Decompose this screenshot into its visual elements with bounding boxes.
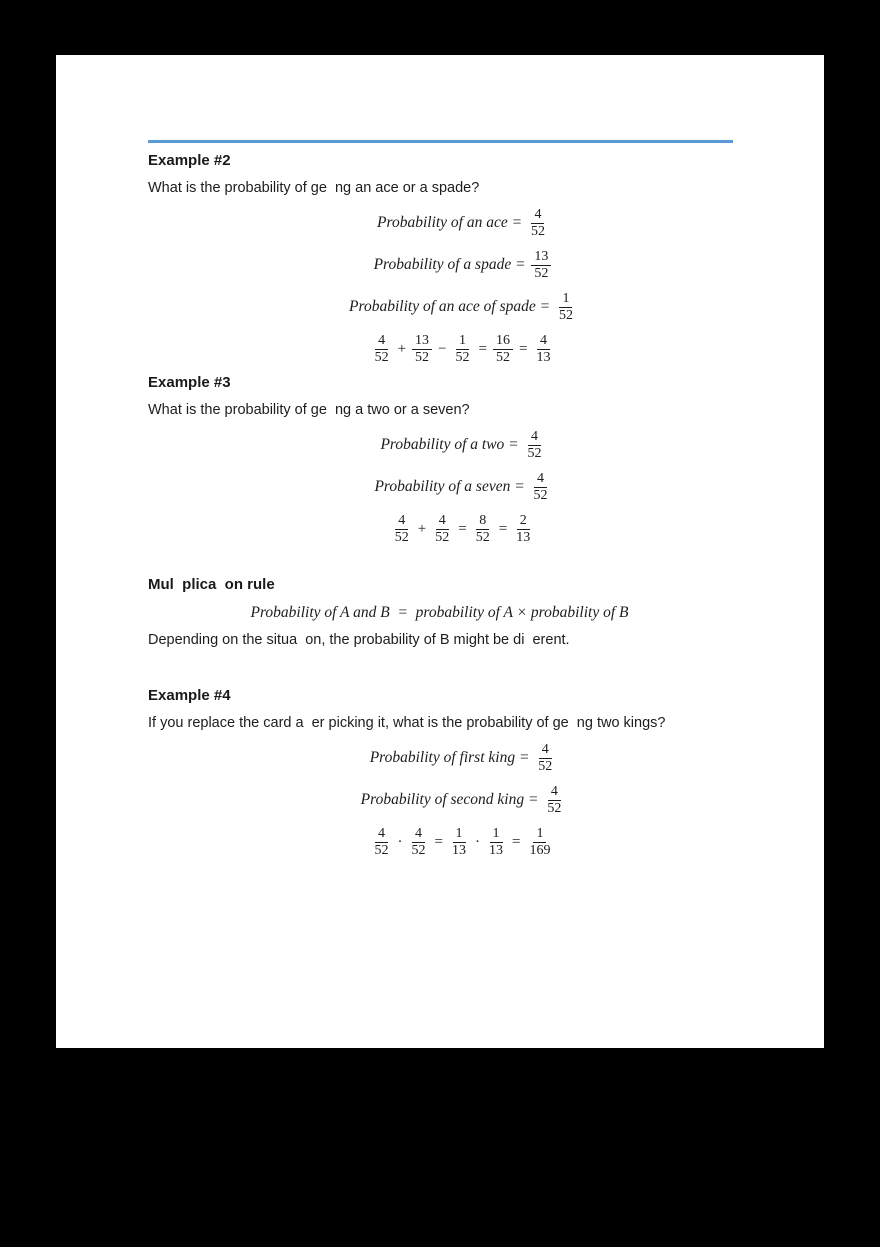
fraction: $\frac{4}{52}$ bbox=[530, 206, 545, 239]
equation-text: Probability of a two = bbox=[380, 436, 523, 453]
fraction: $\frac{1}{13}$ bbox=[489, 825, 503, 858]
math-operator: = bbox=[498, 520, 508, 537]
math-operator: = bbox=[478, 340, 487, 357]
equation-addition-result bbox=[170, 332, 755, 366]
example-4-question: If you replace the card a er picking it, what is the probability of ge ng two kings? bbox=[148, 715, 666, 731]
fraction: $\frac{1}{52}$ bbox=[558, 290, 573, 323]
equation-multiplication-result bbox=[170, 825, 755, 859]
equation-text: Probability of second king = bbox=[360, 791, 543, 808]
example-2-heading: Example #2 bbox=[148, 152, 231, 169]
equation-prob-first-king bbox=[170, 741, 755, 775]
fraction: $\frac{16}{52}$ bbox=[493, 333, 513, 366]
section-multiplication-rule bbox=[148, 576, 733, 650]
fraction: $\frac{4}{52}$ bbox=[533, 470, 548, 503]
section-divider-line bbox=[148, 140, 733, 143]
math-operator: · bbox=[475, 833, 480, 850]
fraction: $\frac{4}{13}$ bbox=[536, 332, 551, 365]
equation-prob-two bbox=[170, 428, 755, 462]
example-2-question: What is the probability of ge ng an ace or a spade? bbox=[148, 180, 480, 196]
math-operator: + bbox=[397, 340, 407, 357]
fraction: $\frac{13}{52}$ bbox=[412, 333, 432, 366]
equation-text: Probability of first king = bbox=[369, 749, 534, 766]
fraction: $\frac{1}{52}$ bbox=[455, 332, 470, 365]
math-operator: = bbox=[512, 833, 521, 850]
example-3-question: What is the probability of ge ng a two or a seven? bbox=[148, 402, 470, 418]
fraction: $\frac{2}{13}$ bbox=[516, 512, 531, 545]
math-operator: − bbox=[438, 340, 447, 357]
equation-text: Probability of an ace = bbox=[377, 214, 526, 231]
fraction: $\frac{4}{52}$ bbox=[547, 783, 562, 816]
fraction: $\frac{4}{52}$ bbox=[435, 512, 450, 545]
multiplication-rule-heading: Mul plica on rule bbox=[148, 576, 275, 593]
fraction: $\frac{1}{13}$ bbox=[452, 825, 466, 858]
equation-prob-spade bbox=[170, 248, 755, 282]
equation-text: Probability of A and B = probability of A × probability of B bbox=[250, 604, 629, 621]
equation-multiplication-rule bbox=[148, 603, 733, 623]
math-operator: = bbox=[458, 520, 467, 537]
equation-text: Probability of an ace of spade = bbox=[349, 298, 554, 315]
fraction: $\frac{1}{169}$ bbox=[529, 825, 551, 858]
equation-prob-seven bbox=[170, 470, 755, 504]
example-3-heading: Example #3 bbox=[148, 374, 231, 391]
equation-addition-result bbox=[170, 512, 755, 546]
fraction: $\frac{4}{52}$ bbox=[374, 825, 389, 858]
fraction: $\frac{8}{52}$ bbox=[475, 512, 490, 545]
page-content bbox=[56, 55, 824, 859]
math-operator: = bbox=[518, 340, 528, 357]
document-page bbox=[56, 55, 824, 1048]
section-example-4 bbox=[148, 687, 733, 859]
multiplication-rule-note: Depending on the situa on, the probability of B might be di erent. bbox=[148, 632, 570, 648]
equation-prob-ace bbox=[170, 206, 755, 240]
fraction: $\frac{4}{52}$ bbox=[527, 428, 542, 461]
fraction: $\frac{4}{52}$ bbox=[394, 512, 409, 545]
equation-text: Probability of a spade = bbox=[373, 256, 530, 273]
equation-prob-second-king bbox=[170, 783, 755, 817]
fraction: $\frac{4}{52}$ bbox=[538, 741, 553, 774]
math-operator: · bbox=[397, 833, 403, 850]
fraction: $\frac{4}{52}$ bbox=[411, 825, 426, 858]
math-operator: = bbox=[434, 833, 443, 850]
math-operator: + bbox=[417, 520, 427, 537]
equation-text: Probability of a seven = bbox=[374, 478, 529, 495]
example-4-heading: Example #4 bbox=[148, 687, 231, 704]
fraction: $\frac{13}{52}$ bbox=[531, 249, 551, 282]
equation-prob-ace-of-spade bbox=[170, 290, 755, 324]
section-example-2 bbox=[148, 152, 733, 366]
fraction: $\frac{4}{52}$ bbox=[374, 332, 389, 365]
section-example-3 bbox=[148, 374, 733, 546]
